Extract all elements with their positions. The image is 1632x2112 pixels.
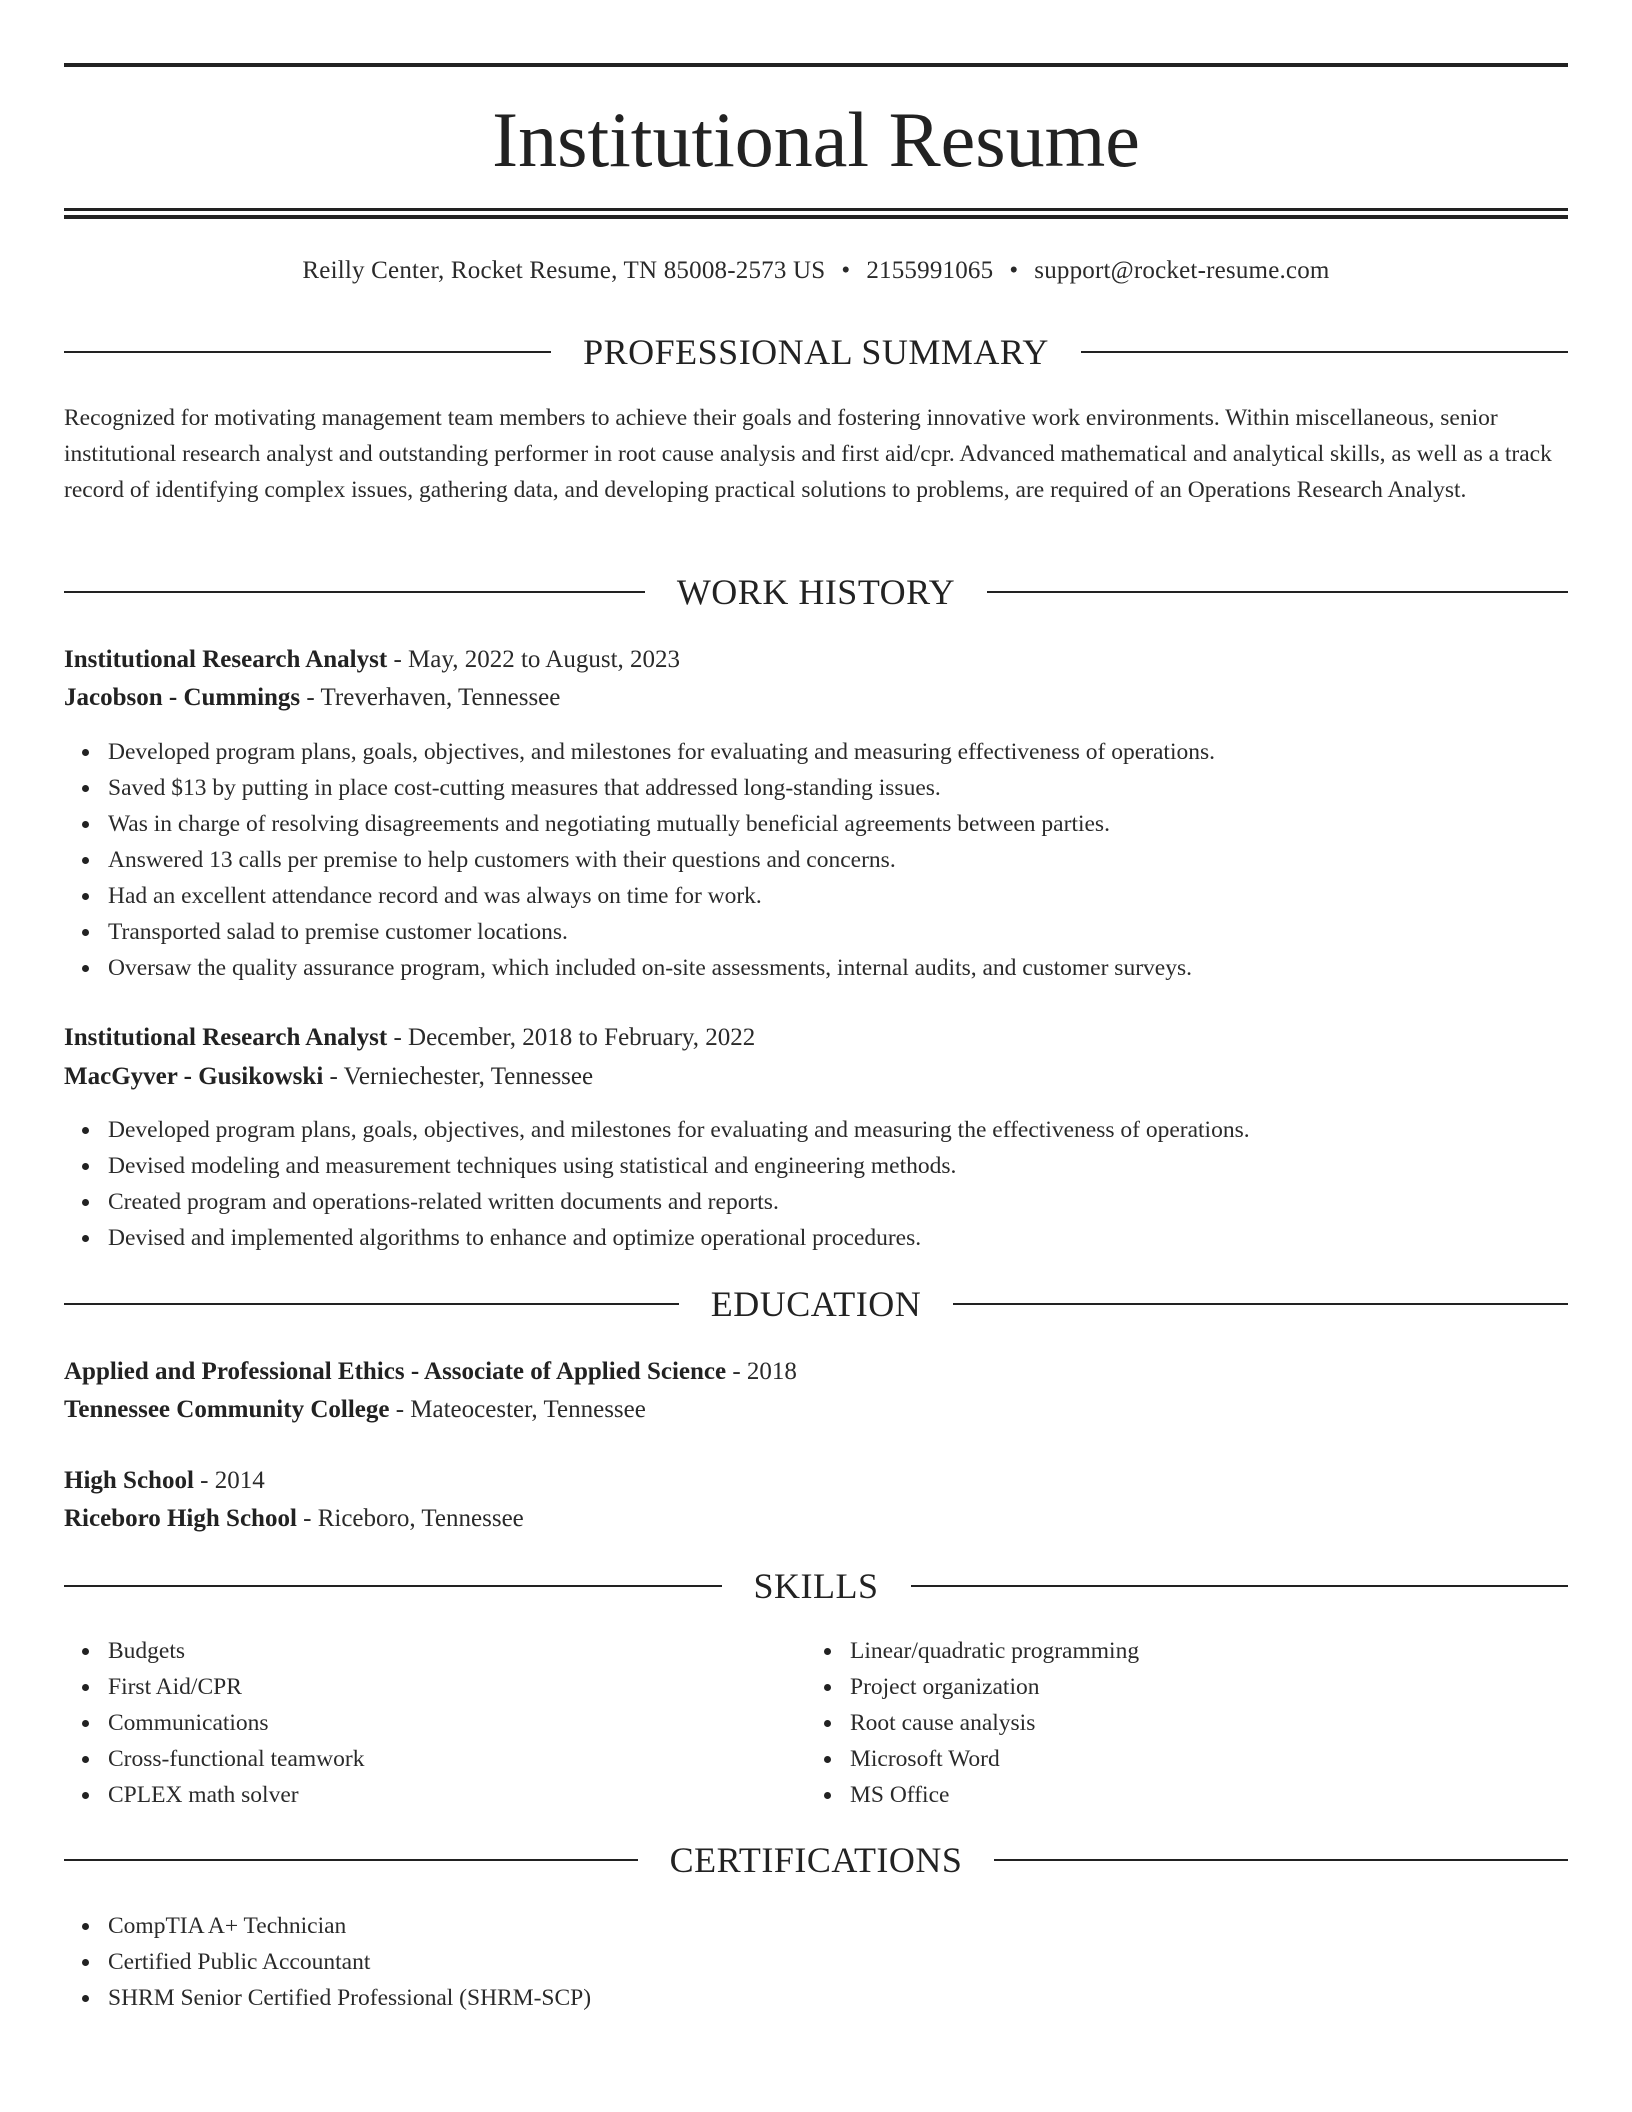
section-heading-certifications — [64, 1838, 1568, 1882]
education-location: - Mateocester, Tennessee — [389, 1396, 646, 1423]
heading-rule — [64, 1585, 722, 1587]
summary-text: Recognized for motivating management team members to achieve their goals and fostering innovative work environments. Within miscellaneous, senior institutional research analyst and outstanding performer in root cause analysis and first aid/cpr. Advanced mathematical and analytical skills, as well as a track record of identifying complex issues, gathering data, and developing practical solutions to problems, are required of an Operations Research Analyst. — [64, 405, 1552, 503]
contact-line — [64, 254, 1568, 288]
heading-rule — [64, 1303, 679, 1305]
education-degree-line — [64, 1463, 1568, 1499]
heading-rule — [64, 351, 551, 353]
list-item: SHRM Senior Certified Professional (SHRM-SCP) — [108, 1980, 591, 2016]
heading-rule — [911, 1585, 1569, 1587]
heading-rule — [64, 591, 645, 593]
section-title: WORK HISTORY — [676, 572, 956, 612]
education-degree: High School — [64, 1467, 194, 1494]
job-company-line — [64, 680, 1568, 716]
contact-separator: • — [1009, 257, 1019, 284]
skills-list-right — [806, 1633, 1139, 1813]
section-heading-work — [64, 570, 1568, 614]
list-item: Microsoft Word — [850, 1741, 1139, 1777]
list-item: Oversaw the quality assurance program, which included on-site assessments, internal audits, and customer surveys. — [108, 950, 1215, 986]
section-title: SKILLS — [753, 1566, 879, 1606]
heading-rule — [64, 1859, 638, 1861]
education-school-line — [64, 1392, 1568, 1428]
section-heading-summary — [64, 330, 1568, 374]
education-degree: Applied and Professional Ethics - Associate of Applied Science — [64, 1358, 727, 1385]
list-item: Linear/quadratic programming — [850, 1633, 1139, 1669]
education-degree-line — [64, 1354, 1568, 1390]
contact-phone: 2155991065 — [866, 257, 994, 284]
job-location: - Verniechester, Tennessee — [323, 1063, 594, 1090]
list-item: Certified Public Accountant — [108, 1944, 591, 1980]
heading-rule — [987, 591, 1568, 593]
job-bullets — [64, 1112, 1250, 1256]
list-item: Devised modeling and measurement techniques using statistical and engineering methods. — [108, 1148, 1250, 1184]
job-bullets — [64, 734, 1215, 986]
certifications-list — [64, 1908, 591, 2016]
list-item: Had an excellent attendance record and was always on time for work. — [108, 878, 1215, 914]
list-item: Communications — [108, 1705, 364, 1741]
list-item: Saved $13 by putting in place cost-cutting measures that addressed long-standing issues. — [108, 770, 1215, 806]
education-school: Tennessee Community College — [64, 1396, 390, 1423]
list-item: First Aid/CPR — [108, 1669, 364, 1705]
job-company: Jacobson - Cummings — [64, 684, 301, 711]
job-company: MacGyver - Gusikowski — [64, 1063, 324, 1090]
job-title: Institutional Research Analyst — [64, 1024, 388, 1051]
contact-address: Reilly Center, Rocket Resume, TN 85008-2573 US — [302, 257, 826, 284]
list-item: Developed program plans, goals, objectives, and milestones for evaluating and measuring the effectiveness of operations. — [108, 1112, 1250, 1148]
header-top-rule — [64, 63, 1568, 67]
education-year: - 2018 — [726, 1358, 797, 1385]
header-double-rule — [64, 208, 1568, 219]
job-dates: - December, 2018 to February, 2022 — [387, 1024, 756, 1051]
list-item: Answered 13 calls per premise to help customers with their questions and concerns. — [108, 842, 1215, 878]
job-title-line — [64, 1020, 1568, 1056]
list-item: Devised and implemented algorithms to enhance and optimize operational procedures. — [108, 1220, 1250, 1256]
list-item: Created program and operations-related written documents and reports. — [108, 1184, 1250, 1220]
section-title: CERTIFICATIONS — [669, 1840, 963, 1880]
education-school-line — [64, 1501, 1568, 1537]
education-year: - 2014 — [193, 1467, 265, 1494]
section-title: PROFESSIONAL SUMMARY — [583, 332, 1049, 372]
heading-rule — [994, 1859, 1568, 1861]
list-item: Root cause analysis — [850, 1705, 1139, 1741]
contact-separator: • — [841, 257, 851, 284]
heading-rule — [1081, 351, 1568, 353]
list-item: Transported salad to premise customer locations. — [108, 914, 1215, 950]
list-item: Was in charge of resolving disagreements and negotiating mutually beneficial agreements between parties. — [108, 806, 1215, 842]
job-company-line — [64, 1059, 1568, 1095]
list-item: CompTIA A+ Technician — [108, 1908, 591, 1944]
education-school: Riceboro High School — [64, 1505, 297, 1532]
list-item: Developed program plans, goals, objectives, and milestones for evaluating and measuring effectiveness of operations. — [108, 734, 1215, 770]
skills-list-left — [64, 1633, 364, 1813]
list-item: MS Office — [850, 1777, 1139, 1813]
job-dates: - May, 2022 to August, 2023 — [387, 646, 681, 673]
section-title: EDUCATION — [710, 1284, 922, 1324]
list-item: Budgets — [108, 1633, 364, 1669]
section-heading-skills — [64, 1564, 1568, 1608]
job-title: Institutional Research Analyst — [64, 646, 388, 673]
section-heading-education — [64, 1282, 1568, 1326]
page-title: Institutional Resume — [492, 96, 1140, 183]
list-item: Project organization — [850, 1669, 1139, 1705]
list-item: CPLEX math solver — [108, 1777, 364, 1813]
heading-rule — [953, 1303, 1568, 1305]
job-location: - Treverhaven, Tennessee — [300, 684, 561, 711]
contact-email: support@rocket-resume.com — [1034, 257, 1330, 284]
list-item: Cross-functional teamwork — [108, 1741, 364, 1777]
job-title-line — [64, 642, 1568, 678]
education-location: - Riceboro, Tennessee — [296, 1505, 524, 1532]
